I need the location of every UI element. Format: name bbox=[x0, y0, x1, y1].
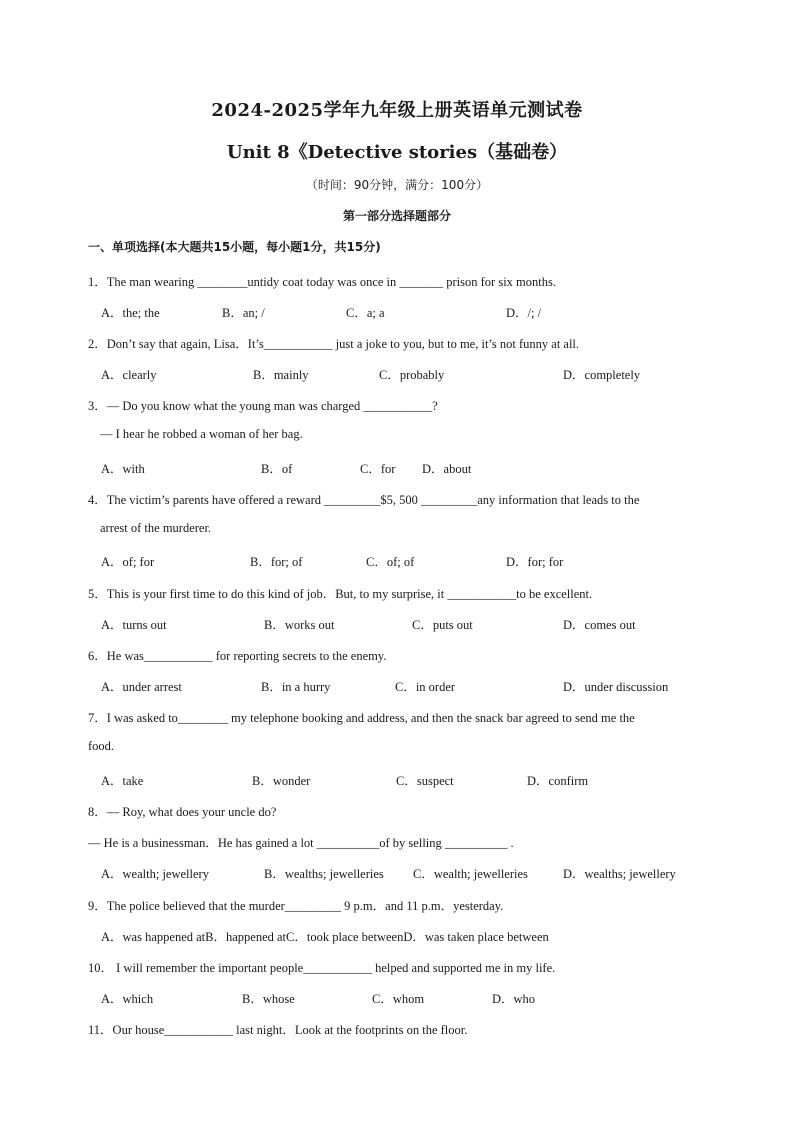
question-1: 1．The man wearing ________untidy coat today was once in _______ prison for six months. bbox=[88, 275, 556, 289]
question-1-option-b: B．an; / bbox=[222, 306, 265, 320]
question-3-option-a: A．with bbox=[101, 462, 145, 476]
question-3-dialog-line: — I hear he robbed a woman of her bag. bbox=[100, 427, 303, 441]
question-5-option-a: A．turns out bbox=[101, 618, 167, 632]
question-8-option-d: D．wealths; jewellery bbox=[563, 867, 676, 881]
question-6-option-b: B．in a hurry bbox=[261, 680, 331, 694]
question-2-option-a: A．clearly bbox=[101, 368, 157, 382]
question-7-option-c: C．suspect bbox=[396, 774, 454, 788]
question-10: 10． I will remember the important people___________ helped and supported me in my life. bbox=[88, 961, 556, 975]
section-heading: 一、单项选择(本大题共15小题，每小题1分，共15分) bbox=[88, 240, 381, 254]
question-4-option-a: A．of; for bbox=[101, 555, 155, 569]
question-4-continued: arrest of the murderer. bbox=[100, 521, 212, 535]
question-8: 8．— Roy, what does your uncle do? bbox=[88, 805, 277, 819]
question-7-option-b: B．wonder bbox=[252, 774, 311, 788]
question-5-option-d: D．comes out bbox=[563, 618, 636, 632]
question-2-option-c: C．probably bbox=[379, 368, 445, 382]
question-4-option-c: C．of; of bbox=[366, 555, 415, 569]
question-7: 7．I was asked to________ my telephone booking and address, and then the snack bar agreed to send me the bbox=[88, 711, 635, 725]
question-3-option-b: B．of bbox=[261, 462, 293, 476]
question-6-option-a: A．under arrest bbox=[101, 680, 182, 694]
question-10-option-b: B．whose bbox=[242, 992, 295, 1006]
question-5: 5．This is your first time to do this kind of job．But, to my surprise, it ___________to be excellent. bbox=[88, 587, 593, 601]
question-9-options: A．was happened atB．happened atC．took place betweenD．was taken place between bbox=[101, 930, 549, 944]
question-4-option-b: B．for; of bbox=[250, 555, 303, 569]
exam-title: 2024-2025学年九年级上册英语单元测试卷 bbox=[211, 100, 583, 121]
question-8-dialog-line: — He is a businessman．He has gained a lot __________of by selling __________ . bbox=[88, 836, 514, 850]
exam-subtitle: Unit 8《Detective stories（基础卷） bbox=[226, 142, 568, 163]
question-6: 6．He was___________ for reporting secrets to the enemy. bbox=[88, 649, 387, 663]
question-1-option-c: C．a; a bbox=[346, 306, 385, 320]
question-6-option-d: D．under discussion bbox=[563, 680, 669, 694]
question-1-option-a: A．the; the bbox=[101, 306, 160, 320]
question-8-option-b: B．wealths; jewelleries bbox=[264, 867, 384, 881]
question-5-option-b: B．works out bbox=[264, 618, 335, 632]
question-10-option-d: D．who bbox=[492, 992, 536, 1006]
question-4-option-d: D．for; for bbox=[506, 555, 564, 569]
question-7-option-a: A．take bbox=[101, 774, 144, 788]
part-heading: 第一部分选择题部分 bbox=[342, 209, 451, 223]
question-7-continued: food. bbox=[88, 739, 115, 753]
question-9: 9．The police believed that the murder_________ 9 p.m．and 11 p.m．yesterday. bbox=[88, 899, 504, 913]
question-6-option-c: C．in order bbox=[395, 680, 456, 694]
question-7-option-d: D．confirm bbox=[527, 774, 589, 788]
question-8-option-a: A．wealth; jewellery bbox=[101, 867, 209, 881]
question-2: 2．Don’t say that again, Lisa．It’s___________ just a joke to you, but to me, it’s not funny at all. bbox=[88, 337, 580, 351]
question-3-option-c: C．for bbox=[360, 462, 396, 476]
question-10-option-c: C．whom bbox=[372, 992, 425, 1006]
exam-time-score: （时间：90分钟，满分：100分） bbox=[305, 178, 489, 192]
question-11: 11．Our house___________ last night．Look at the footprints on the floor. bbox=[88, 1023, 468, 1037]
question-3: 3．— Do you know what the young man was charged ___________? bbox=[88, 399, 438, 413]
question-2-option-b: B．mainly bbox=[253, 368, 309, 382]
question-8-option-c: C．wealth; jewelleries bbox=[413, 867, 528, 881]
question-10-option-a: A．which bbox=[101, 992, 154, 1006]
question-2-option-d: D．completely bbox=[563, 368, 641, 382]
question-3-option-d: D．about bbox=[422, 462, 472, 476]
question-1-option-d: D．/; / bbox=[506, 306, 542, 320]
question-5-option-c: C．puts out bbox=[412, 618, 473, 632]
question-4: 4．The victim’s parents have offered a reward _________$5, 500 _________any information that leads to the bbox=[88, 493, 640, 507]
